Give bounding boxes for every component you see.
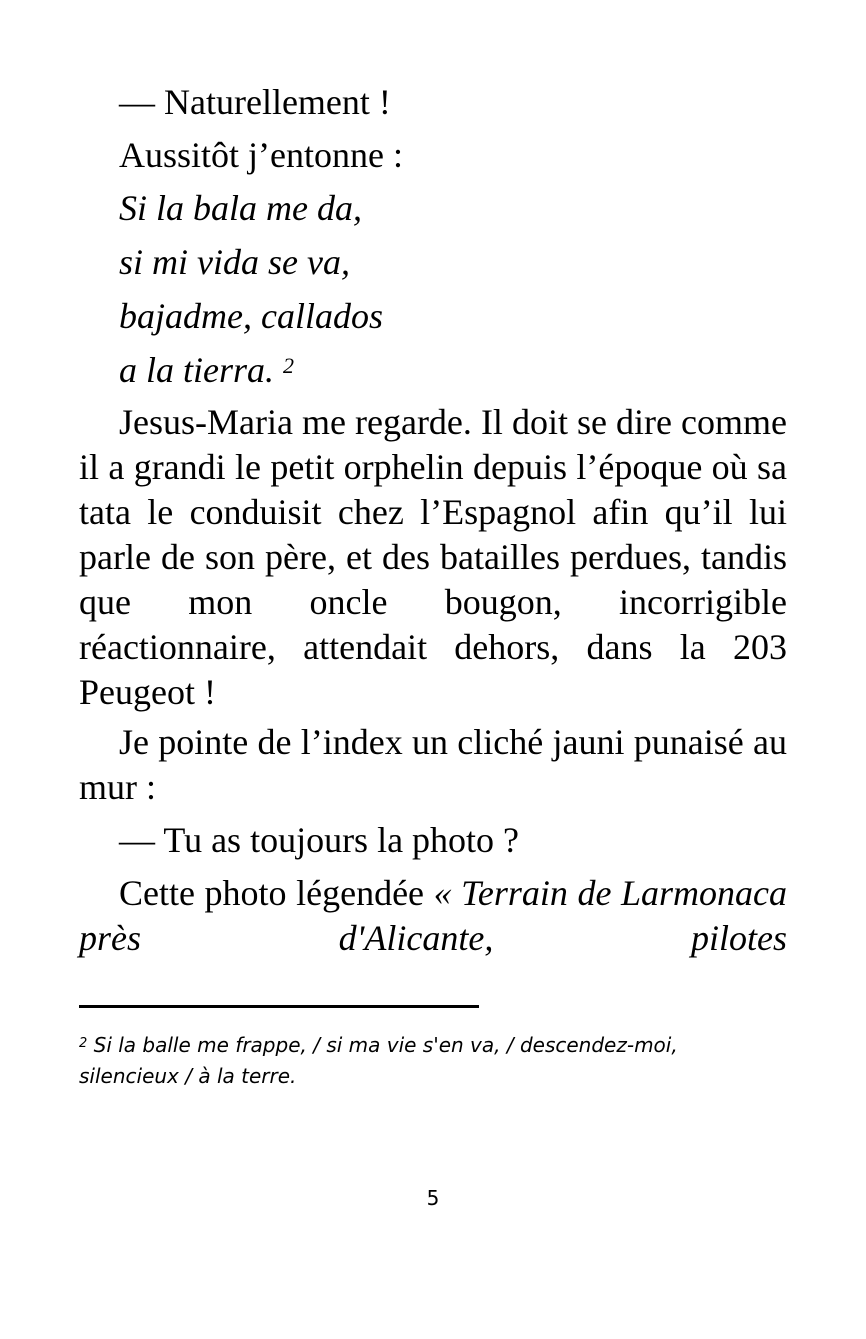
footnote-text: Si la balle me frappe, / si ma vie s'en va, / descendez-moi, silencieux / à la terre. xyxy=(79,1033,678,1088)
footnote xyxy=(79,1030,779,1092)
song-line-3: bajadme, callados xyxy=(119,296,383,336)
paragraph-jesus-maria: Jesus-Maria me regarde. Il doit se dire comme il a grandi le petit orphelin depuis l’époque où sa tata le conduisit chez l’Espagnol afin qu’il lui parle de son père, et des batailles perdues, tandis que mon oncle bougon, incorrigible réactionnaire, attendait dehors, dans la 203 Peugeot ! xyxy=(79,402,787,712)
paragraph-photo-legend-start: Cette photo légendée xyxy=(119,873,434,913)
song-line-2: si mi vida se va, xyxy=(119,242,350,282)
footnote-separator xyxy=(79,1005,479,1008)
narration-line-entonne: Aussitôt j’entonne : xyxy=(119,135,403,175)
footnote-number: 2 xyxy=(79,1036,88,1051)
paragraph-photo-legend xyxy=(79,871,787,961)
paragraph-cliche: Je pointe de l’index un cliché jauni punaisé au mur : xyxy=(79,722,787,807)
footnote-reference: 2 xyxy=(283,353,295,378)
page-number: 5 xyxy=(426,1186,440,1210)
song-line-4-text: a la tierra. xyxy=(119,350,275,390)
photo-caption-italic: « Terrain de Larmonaca près d'Alicante, pilotes xyxy=(79,873,787,958)
dialogue-photo: — Tu as toujours la photo ? xyxy=(119,820,520,860)
song-line-1: Si la bala me da, xyxy=(119,188,362,228)
song-line-4 xyxy=(119,348,294,392)
dialogue-line-naturellement: — Naturellement ! xyxy=(119,82,391,122)
